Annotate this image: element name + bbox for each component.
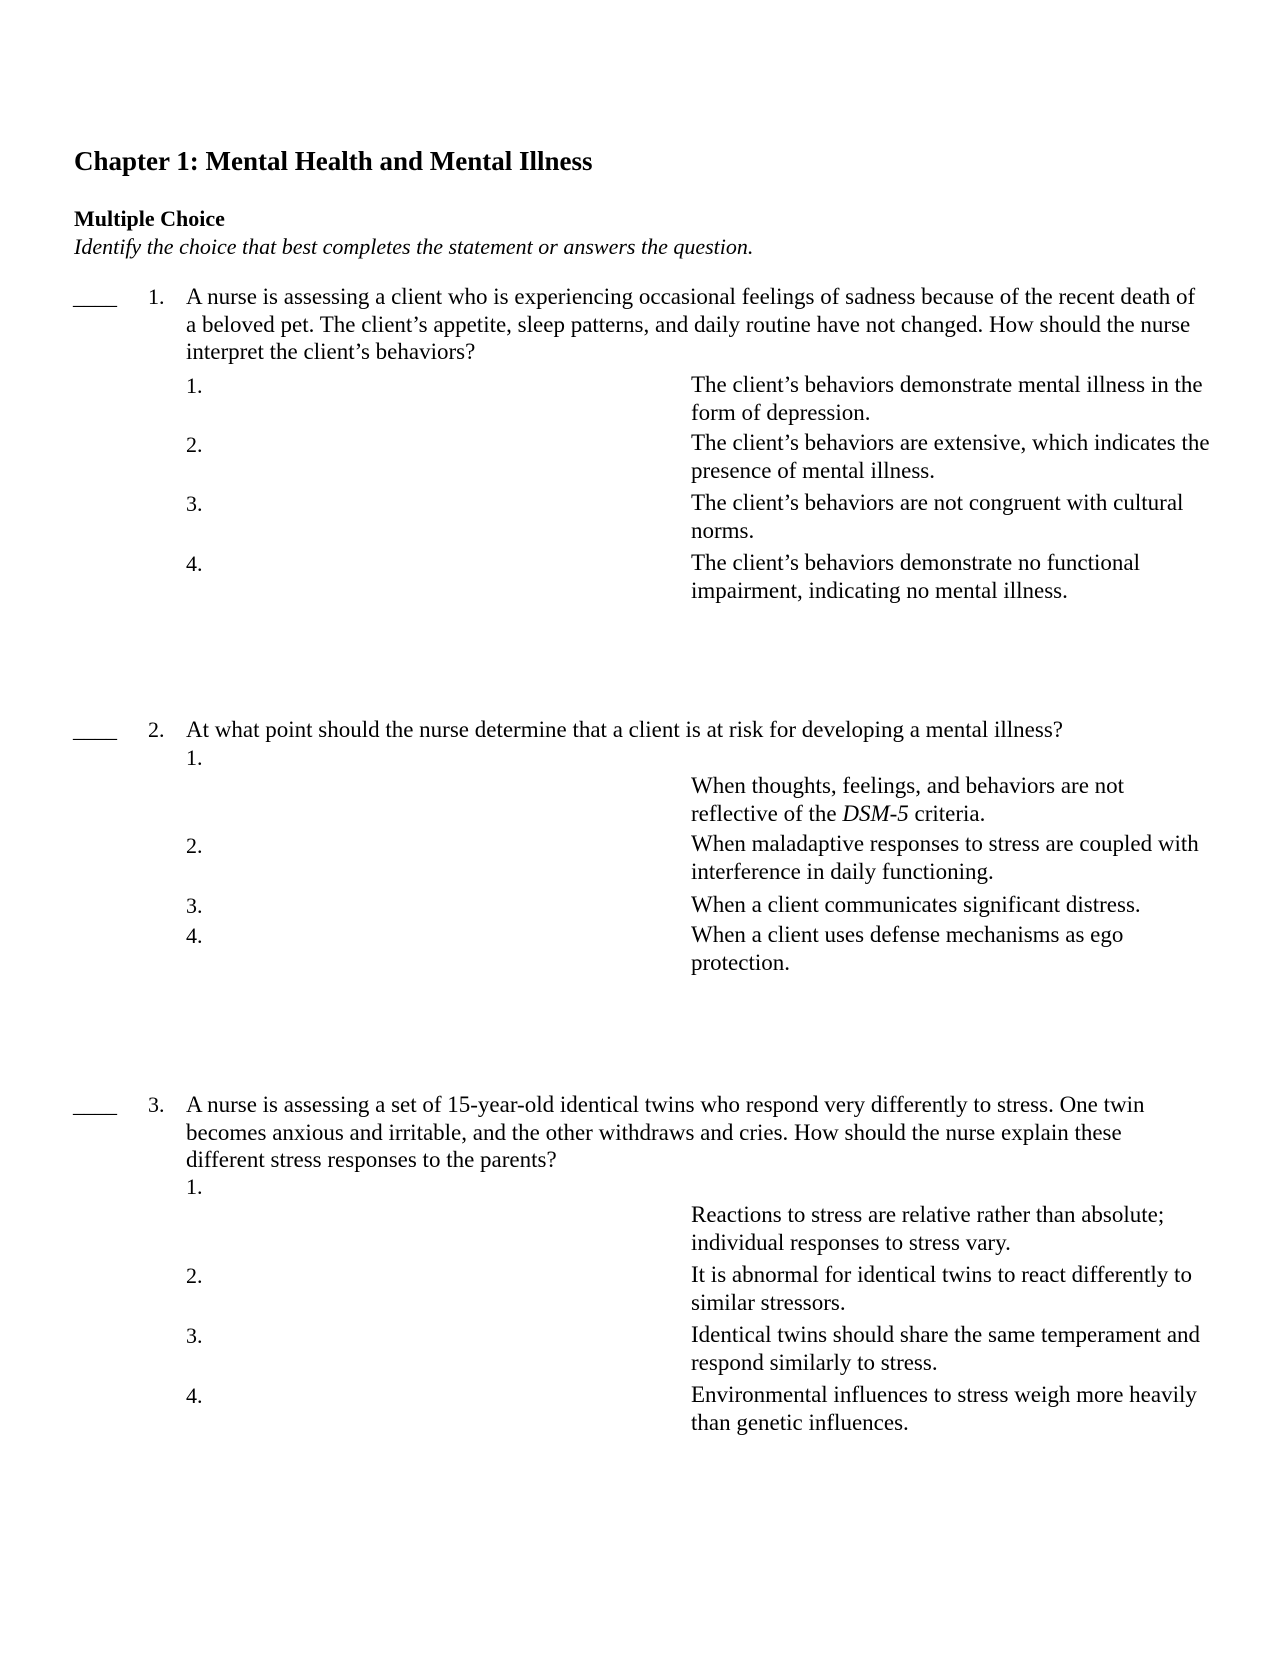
question-number: 3. [148, 1092, 165, 1117]
choice-text: Reactions to stress are relative rather than absolute; individual responses to stress vary. [691, 1202, 1165, 1255]
choice-number: 4. [186, 923, 203, 948]
choice-text: It is abnormal for identical twins to react differently to similar stressors. [691, 1262, 1192, 1315]
answer-blank[interactable]: ____ [73, 1092, 117, 1117]
question-number: 1. [148, 284, 165, 309]
question-stem: A nurse is assessing a set of 15-year-old identical twins who respond very differently to stress. One twin becomes anxious and irritable, and the other withdraws and cries. How should the nurse explain these different stress responses to the parents? [186, 1092, 1145, 1172]
choice-text: When a client uses defense mechanisms as ego protection. [691, 922, 1124, 975]
choice-text: The client’s behaviors are not congruent with cultural norms. [691, 490, 1184, 543]
choice-number: 3. [186, 491, 203, 516]
choice-number: 4. [186, 1383, 203, 1408]
choice-text: When a client communicates significant distress. [691, 892, 1141, 917]
choice-text-emphasis: DSM-5 [842, 801, 909, 826]
choice-number: 2. [186, 1263, 203, 1288]
choice-number: 1. [186, 373, 203, 398]
choice-text: Identical twins should share the same temperament and respond similarly to stress. [691, 1322, 1201, 1375]
choice-text: When maladaptive responses to stress are coupled with interference in daily functioning. [691, 831, 1199, 884]
choice-number: 3. [186, 1323, 203, 1348]
question-stem: At what point should the nurse determine that a client is at risk for developing a mental illness? [186, 717, 1063, 742]
answer-blank[interactable]: ____ [73, 717, 117, 742]
choice-number: 1. [186, 1174, 203, 1199]
choice-text [691, 772, 1211, 828]
choice-text: The client’s behaviors demonstrate mental illness in the form of depression. [691, 372, 1203, 425]
choice-text: The client’s behaviors are extensive, which indicates the presence of mental illness. [691, 430, 1210, 483]
instructions: Identify the choice that best completes the statement or answers the question. [74, 234, 754, 259]
choice-number: 3. [186, 893, 203, 918]
question-stem: A nurse is assessing a client who is experiencing occasional feelings of sadness because of the recent death of a beloved pet. The client’s appetite, sleep patterns, and daily routine have not changed. How should the nurse interpret the client’s behaviors? [186, 284, 1196, 364]
choice-text: Environmental influences to stress weigh more heavily than genetic influences. [691, 1382, 1197, 1435]
choice-text-part: criteria. [908, 801, 986, 826]
choice-text: The client’s behaviors demonstrate no functional impairment, indicating no mental illness. [691, 550, 1141, 603]
answer-blank[interactable]: ____ [73, 284, 117, 309]
choice-number: 1. [186, 745, 203, 770]
choice-number: 2. [186, 432, 203, 457]
section-heading: Multiple Choice [74, 206, 225, 231]
choice-text-part: When thoughts, feelings, and behaviors are not reflective of the [691, 773, 1125, 826]
choice-number: 4. [186, 551, 203, 576]
question-number: 2. [148, 717, 165, 742]
chapter-title: Chapter 1: Mental Health and Mental Illness [74, 146, 593, 176]
choice-number: 2. [186, 833, 203, 858]
